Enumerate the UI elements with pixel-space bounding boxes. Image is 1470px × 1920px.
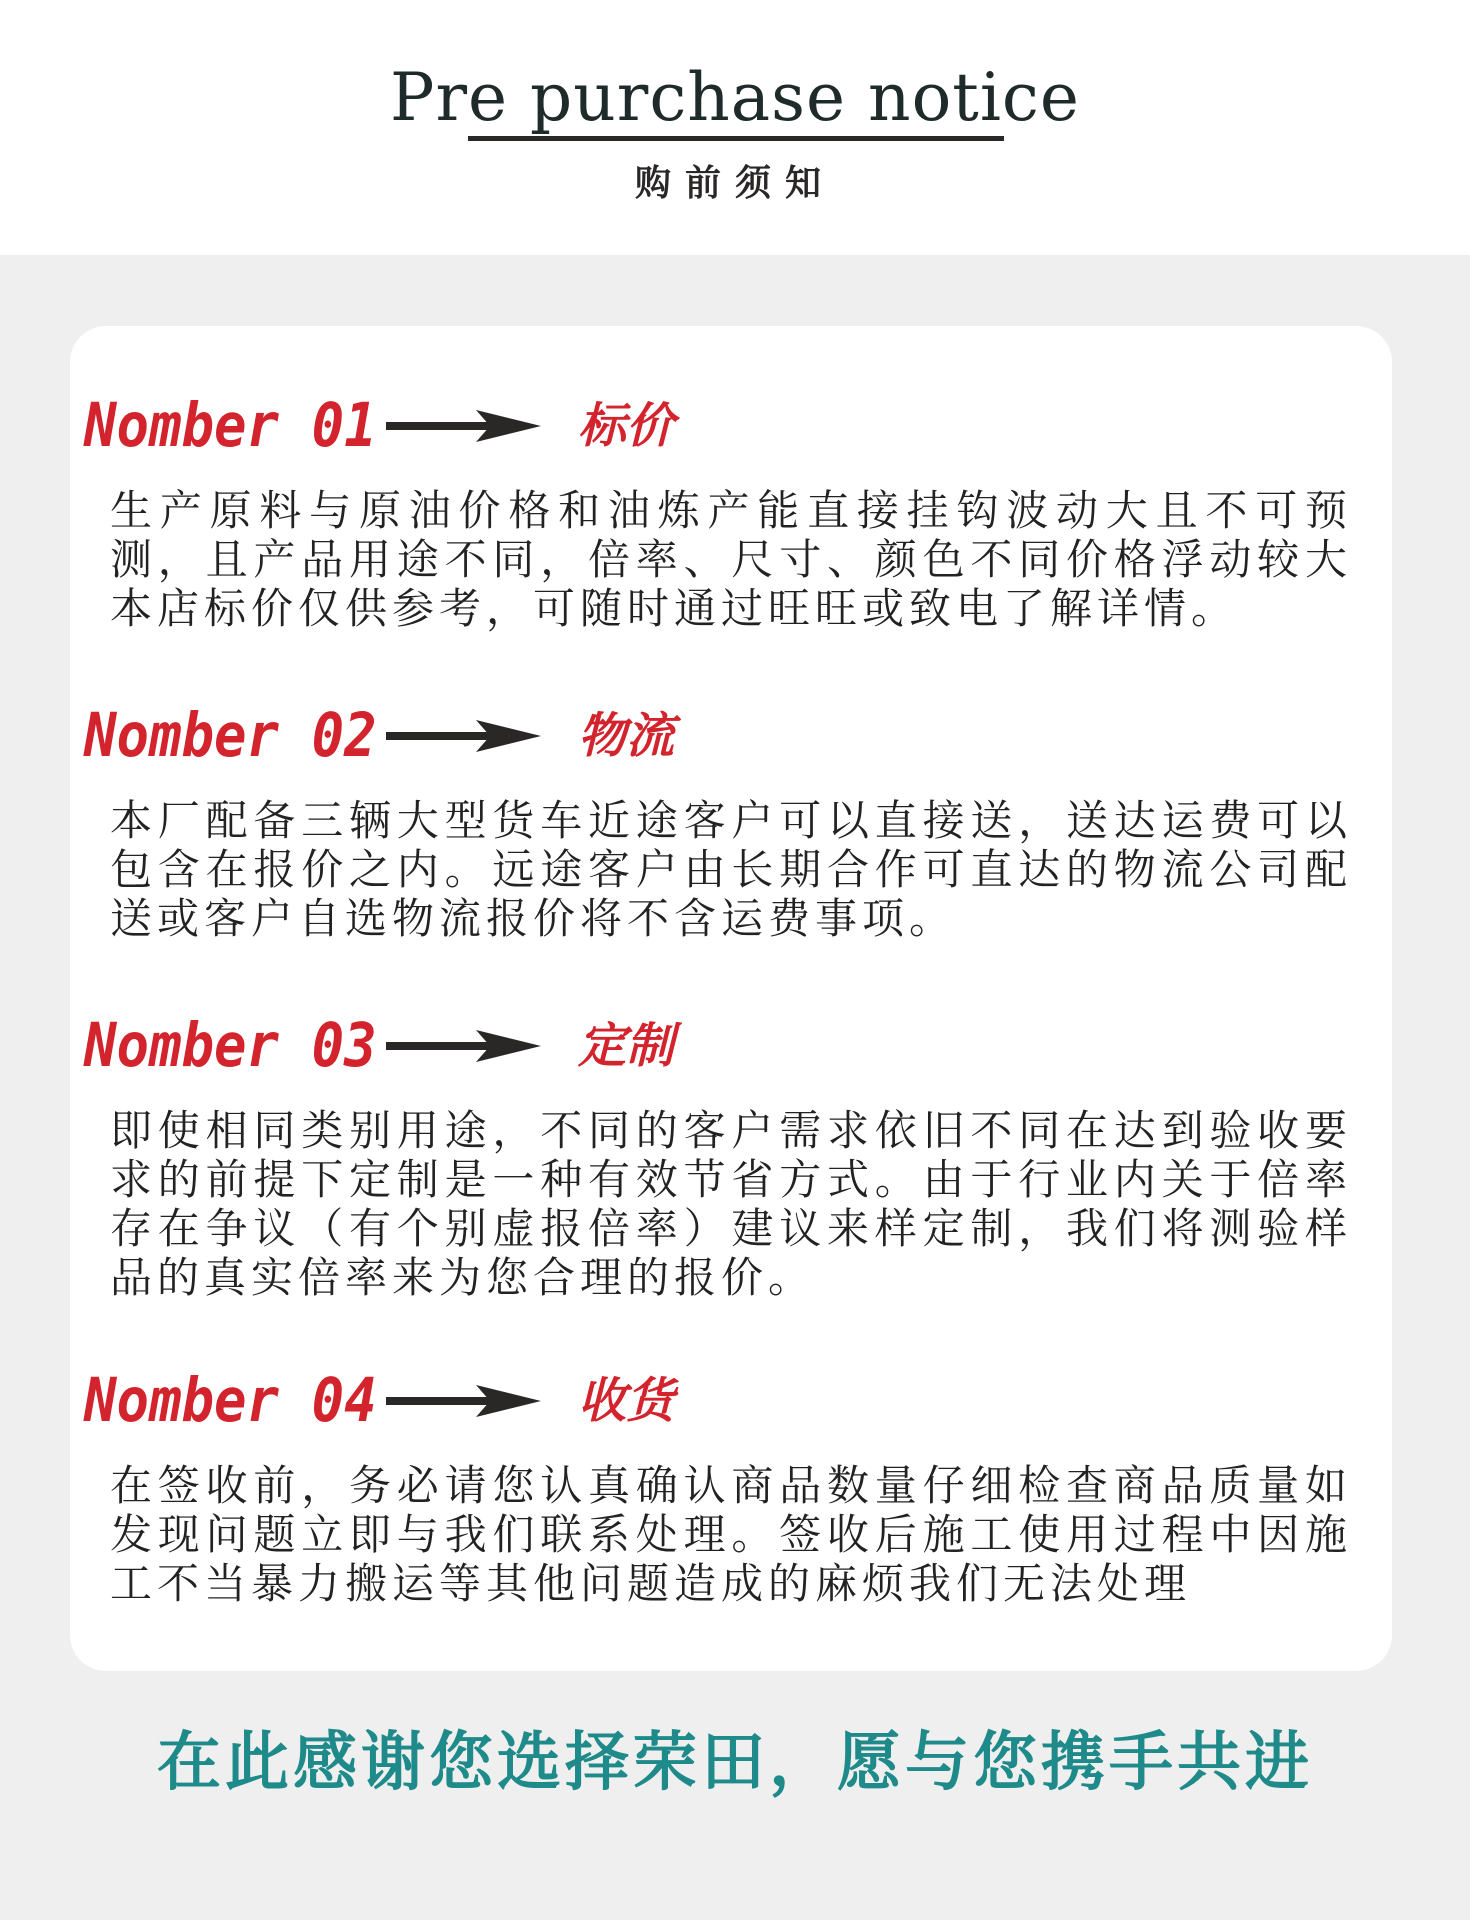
right-arrow-icon [386, 408, 546, 444]
section-topic: 标价 [578, 398, 675, 454]
section-topic: 物流 [578, 708, 675, 764]
section-number: Nomber 02 [84, 700, 377, 771]
section-header [84, 1006, 1384, 1086]
section-body: 生产原料与原油价格和油炼产能直接挂钩波动大且不可预测，且产品用途不同，倍率、尺寸、颜色不同价格浮动较大本店标价仅供参考，可随时通过旺旺或致电了解详情。 [110, 486, 1352, 633]
section-body: 即使相同类别用途，不同的客户需求依旧不同在达到验收要求的前提下定制是一种有效节省方式。由于行业内关于倍率存在争议（有个别虚报倍率）建议来样定制，我们将测验样品的真实倍率来为您合理的报价。 [110, 1106, 1352, 1302]
section-topic: 收货 [578, 1373, 675, 1429]
section-header [84, 386, 1384, 466]
footer-slogan: 在此感谢您选择荣田，愿与您携手共进 [157, 1726, 1313, 1800]
section-number: Nomber 04 [84, 1365, 377, 1436]
section-topic: 定制 [578, 1018, 675, 1074]
header-banner [0, 0, 1470, 255]
section-body: 本厂配备三辆大型货车近途客户可以直接送，送达运费可以包含在报价之内。远途客户由长期合作可直达的物流公司配送或客户自选物流报价将不含运费事项。 [110, 796, 1352, 943]
right-arrow-icon [386, 718, 546, 754]
section-body: 在签收前，务必请您认真确认商品数量仔细检查商品质量如发现问题立即与我们联系处理。签收后施工使用过程中因施工不当暴力搬运等其他问题造成的麻烦我们无法处理 [110, 1461, 1352, 1608]
title-underline [468, 136, 1004, 141]
section-header [84, 1361, 1384, 1441]
right-arrow-icon [386, 1028, 546, 1064]
page-title: Pre purchase notice [390, 59, 1080, 136]
section-number: Nomber 01 [84, 390, 377, 461]
page-subtitle: 购前须知 [634, 162, 835, 204]
section-header [84, 696, 1384, 776]
section-number: Nomber 03 [84, 1010, 377, 1081]
right-arrow-icon [386, 1383, 546, 1419]
notice-card [70, 326, 1392, 1671]
